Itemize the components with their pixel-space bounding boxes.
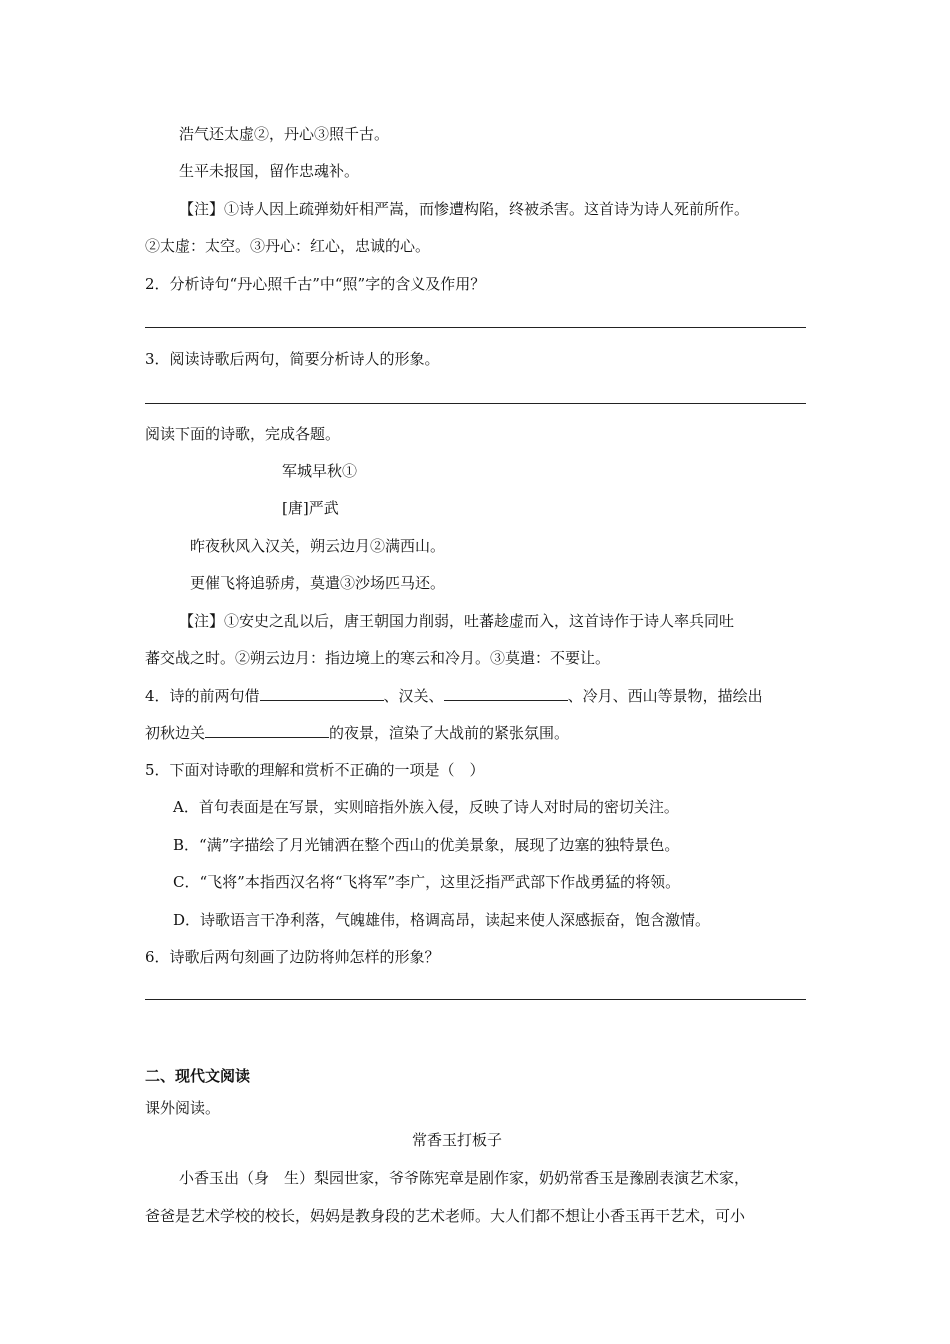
poem1-line-3: 浩气还太虚②，丹心③照千古。 (179, 125, 390, 143)
poem2-line-2: 更催飞将追骄虏，莫遣③沙场匹马还。 (190, 574, 446, 592)
section-heading: 二、现代文阅读 (145, 1067, 251, 1085)
section-subheading: 课外阅读。 (145, 1099, 221, 1117)
question-3: 3．阅读诗歌后两句，简要分析诗人的形象。 (145, 350, 440, 368)
article-title: 常香玉打板子 (412, 1131, 503, 1149)
q5-option-d[interactable]: D．诗歌语言干净利落，气魄雄伟，格调高昂，读起来使人深感振奋，饱含激情。 (173, 911, 711, 929)
article-paragraph-line-2: 爸爸是艺术学校的校长，妈妈是教身段的艺术老师。大人们都不想让小香玉再干艺术，可小 (145, 1207, 746, 1225)
q5-option-c[interactable]: C．“飞将”本指西汉名将“飞将军”李广，这里泛指严武部下作战勇猛的将领。 (173, 873, 681, 891)
question-6: 6．诗歌后两句刻画了边防将帅怎样的形象？ (145, 948, 440, 966)
q4-text-1: 4．诗的前两句借 (145, 687, 260, 705)
answer-line-q6[interactable] (145, 999, 806, 1000)
q5-option-a[interactable]: A．首句表面是在写景，实则暗指外族入侵，反映了诗人对时局的密切关注。 (173, 798, 679, 816)
poem2-note-a: 【注】①安史之乱以后，唐王朝国力削弱，吐蕃趁虚而入，这首诗作于诗人率兵同吐 (179, 612, 735, 630)
q4-text-2: 、汉关、 (383, 687, 444, 705)
poem1-note-b: ②太虚：太空。③丹心：红心，忠诚的心。 (145, 237, 431, 255)
poem2-note-b: 蕃交战之时。②朔云边月：指边境上的寒云和冷月。③莫遣：不要让。 (145, 649, 611, 667)
q4-blank-1[interactable] (260, 685, 384, 701)
question-4-line-2 (145, 722, 569, 743)
q4-blank-2[interactable] (444, 685, 568, 701)
q5-option-b[interactable]: B．“满”字描绘了月光铺洒在整个西山的优美景象，展现了边塞的独特景色。 (173, 836, 680, 854)
q4-text-4: 初秋边关 (145, 724, 206, 742)
q4-text-5: 的夜景，渲染了大战前的紧张氛围。 (329, 724, 570, 742)
poem2-title: 军城早秋① (282, 462, 358, 480)
poem1-note-a: 【注】①诗人因上疏弹劾奸相严嵩，而惨遭构陷，终被杀害。这首诗为诗人死前所作。 (179, 200, 750, 218)
question-2: 2．分析诗句“丹心照千古”中“照”字的含义及作用？ (145, 275, 486, 293)
poem1-line-4: 生平未报国，留作忠魂补。 (179, 162, 360, 180)
poem2-author: [唐]严武 (282, 499, 339, 517)
answer-line-q3[interactable] (145, 403, 806, 404)
question-4-line-1 (145, 685, 763, 706)
answer-line-q2[interactable] (145, 327, 806, 328)
q4-text-3: 、冷月、西山等景物，描绘出 (567, 687, 763, 705)
reading-intro: 阅读下面的诗歌，完成各题。 (145, 425, 341, 443)
question-5-stem: 5．下面对诗歌的理解和赏析不正确的一项是（ ） (145, 761, 485, 779)
q4-blank-3[interactable] (205, 722, 329, 738)
poem2-line-1: 昨夜秋风入汉关，朔云边月②满西山。 (190, 537, 446, 555)
article-paragraph-line-1: 小香玉出（身 生）梨园世家，爷爷陈宪章是剧作家，奶奶常香玉是豫剧表演艺术家， (179, 1169, 750, 1187)
